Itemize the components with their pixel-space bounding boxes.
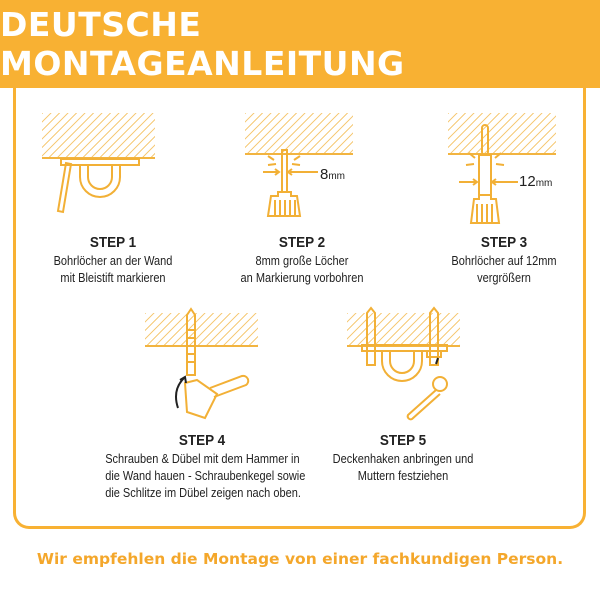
step-3: [394, 234, 600, 287]
dimension-unit: mm: [328, 171, 346, 182]
step-5: [293, 432, 513, 485]
step-description-line: Schrauben & Dübel mit dem Hammer in: [105, 452, 300, 466]
dimension-value: 8: [320, 166, 329, 183]
step-description-line: Muttern festziehen: [357, 469, 449, 483]
step-description-line: Bohrlöcher auf 12mm: [451, 254, 557, 268]
step-2: [192, 234, 412, 287]
step-description-line: vergrößern: [477, 271, 531, 285]
step-description-line: mit Bleistift markieren: [60, 271, 166, 285]
step-label: STEP 2: [278, 234, 326, 251]
dimension-unit: mm: [535, 178, 553, 189]
step-1: [3, 234, 223, 287]
step-label: STEP 3: [480, 234, 528, 251]
dimension-value: 12: [519, 173, 536, 190]
page-title: DEUTSCHE MONTAGEANLEITUNG: [0, 5, 405, 83]
hammer-anchor-illustration: [176, 309, 248, 418]
step-description-line: die Schlitze im Dübel zeigen nach oben.: [105, 486, 301, 500]
dimension-label-12mm: [519, 173, 552, 190]
ceiling-hook-pencil-illustration: [58, 159, 139, 212]
footer-recommendation: Wir empfehlen die Montage von einer fachkundigen Person.: [36, 550, 564, 568]
hook-wrench-illustration: [362, 308, 447, 419]
step-description-line: die Wand hauen - Schraubenkegel sowie: [105, 469, 306, 483]
step-description-line: Bohrlöcher an der Wand: [53, 254, 173, 268]
step-label: STEP 5: [379, 432, 427, 449]
drill-8mm-illustration: [263, 150, 318, 216]
step-description-line: 8mm große Löcher: [255, 254, 349, 268]
step-description-line: Deckenhaken anbringen und: [332, 452, 474, 466]
step-label: STEP 1: [89, 234, 137, 251]
step-label: STEP 4: [178, 432, 226, 449]
dimension-label-8mm: [320, 166, 345, 183]
step-description-line: an Markierung vorbohren: [240, 271, 364, 285]
step-4: [92, 432, 312, 502]
drill-12mm-illustration: [459, 125, 518, 223]
